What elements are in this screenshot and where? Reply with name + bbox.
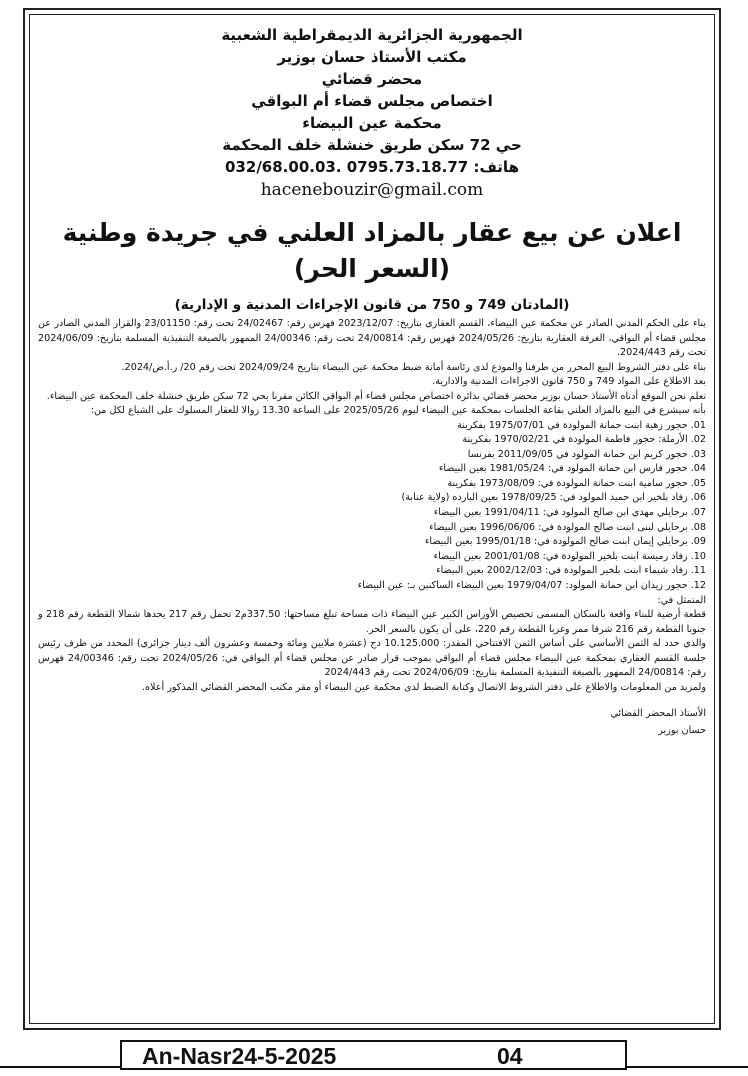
paragraph-conditions: بناء على دفتر الشروط البيع المحرر من طرفنا والمودع لدى رئاسة أمانة ضبط محكمة عين البيضاء بتاريخ 2024/09/24 تحت رقم 20/ ر.أ.ض/2024. <box>121 361 706 373</box>
list-item: 10. زفاد رميسة ابنت بلخير المولودة في: 2001/01/08 بعين البيضاء <box>433 550 706 562</box>
office-name: مكتب الأستاذ حسان بوزير <box>277 48 467 66</box>
office-role: محضر قضائي <box>321 70 423 88</box>
list-item: 01. حجور زهية ابنت حمانة المولودة في 1975/07/01 بفكرينة <box>457 419 706 431</box>
office-address: حي 72 سكن طريق خنشلة خلف المحكمة <box>222 136 522 154</box>
list-item: 11. زفاد شيماء ابنت بلخير المولودة في: 2002/12/03 بعين البيضاء <box>436 565 706 577</box>
publication-date: An-Nasr24-5-2025 <box>142 1043 337 1069</box>
paragraph-bailiff: تعلم نحن الموقع أدناه الأستاذ حسان بوزير محضر قضائي بدائرة اختصاص مجلس قضاء أم البواقي الكائن مقرنا بحي 72 سكن طريق خنشلة خلف المحكمة عين البيضاء. <box>46 390 706 402</box>
property-label: المتمثل في: <box>657 594 706 606</box>
list-item: 09. برحايلي إيمان ابنت صالح المولودة في: 1995/01/18 بعين البيضاء <box>424 536 706 548</box>
list-item: 12. حجور زيدان ابن حمانة المولود: 1979/04/07 بعين البيضاء الساكنين بـ: عين البيضاء <box>357 580 706 592</box>
republic-header: الجمهورية الجزائرية الديمقراطية الشعبية <box>221 26 523 44</box>
price-description: والذي حدد له الثمن الأساسي على أساس الثمن الافتتاحي المقدر: 10.125.000 دج (عشرة ملايين ومائة وخمسة وعشرون ألف دينار جزائري) المحدد من طرف رئيس جلسة القسم العقاري بمحكمة عين البيضاء مجلس قضاء أم البواقي بموجب قرار صادر عن مجلس قضاء أم البواقي في: 2024/05/26 تحت رقم: 24/00346 فهرس رقم: 24/00814 الممهور بالصيغة التنفيذية المسلمة بتاريخ: 2024/06/09 تحت رقم 2024/443 <box>38 638 707 679</box>
list-item: 03. حجور كريم ابن حمانة المولود في 2011/09/05 بفرنسا <box>467 448 706 460</box>
list-item: 08. برحايلي لبنى ابنت صالح المولودة في: 1996/06/06 بعين البيضاء <box>429 521 706 533</box>
office-email: hacenebouzir@gmail.com <box>260 180 484 200</box>
announcement-title: اعلان عن بيع عقار بالمزاد العلني في جريدة وطنية (السعر الحر) <box>62 218 682 283</box>
list-item: 05. حجور سامية ابنت حمانة المولودة في: 1973/08/09 بفكرينة <box>447 477 706 489</box>
list-item: 04. حجور فارس ابن حمانة المولود في: 1981/05/24 بعين البيضاء <box>438 463 706 475</box>
info-paragraph: ولمزيد من المعلومات والاطلاع على دفتر الشروط الاتصال وكتابة الضبط لدى محكمة عين البيضاء أو مقر مكتب المحضر القضائي المذكور أعلاه. <box>141 681 706 693</box>
property-description: قطعة أرضية للبناء واقعة بالسكان المسمى تحصيص الأوراس الكبير عين البيضاء ذات مساحة تبلغ مساحتها: 337.50م2 تحمل رقم 217 يحدها شمالا القطعة رقم 218 و جنوبا القطعة رقم 216 شرقا ممر وغربا القطعة رقم 220، على أن يكون بالسعر الحر. <box>38 609 706 635</box>
paragraph-judgment: بناء على الحكم المدني الصادر عن محكمة عين البيضاء، القسم العقاري بتاريخ: 2023/12/07 فهرس رقم: 24/02467 تحت رقم: 23/01150 والقرار المدني الصادر عن مجلس قضاء أم البواقي، الغرفة العقارية بتاريخ: 2024/05/26 فهرس رقم: 24/00814 تحت رقم: 24/00346 الممهور بالصيغة التنفيذية المسلمة بتاريخ: 2024/06/09 تحت رقم 2024/443. <box>38 318 707 358</box>
owners-list <box>38 419 706 594</box>
office-phone: هاتف: 0795.73.18.77 .032/68.00.03 <box>225 158 519 176</box>
signature-block <box>38 705 706 739</box>
announcement-content <box>38 24 706 739</box>
list-item: 02. الأرملة: حجور فاطمة المولودة في 1970/02/21 بفكرينة <box>462 434 706 446</box>
list-item: 07. برحايلي مهدي ابن صالح المولود في: 1991/04/11 بعين البيضاء <box>433 507 706 519</box>
court-name: محكمة عين البيضاء <box>302 114 442 132</box>
paragraph-articles: بعد الاطلاع على المواد 749 و 750 قانون الاجراءات المدنية والادارية. <box>432 376 706 387</box>
announcement-body <box>38 317 706 739</box>
list-item: 06. زفاد بلخير ابن حميد المولود في: 1978/09/25 بعين البارده (ولاية عنابة) <box>401 492 706 504</box>
footer-box <box>120 1040 627 1070</box>
paragraph-auction-date: بأنه سيشرع في البيع بالمزاد العلني بقاعة الجلسات بمحكمة عين البيضاء ليوم 2025/05/26 على الساعة 13.30 زوالا للعقار المسلوك على الشياع لكل من: <box>90 405 706 416</box>
jurisdiction: اختصاص مجلس قضاء أم البواقي <box>251 92 493 110</box>
page-number: 04 <box>497 1043 523 1069</box>
signature-name: حسان بوزير <box>658 725 706 737</box>
signature-role: الأستاذ المحضر القضائي <box>610 708 706 720</box>
legal-articles-subtitle: (المادتان 749 و 750 من قانون الإجراءات المدنية و الإدارية) <box>174 297 570 313</box>
